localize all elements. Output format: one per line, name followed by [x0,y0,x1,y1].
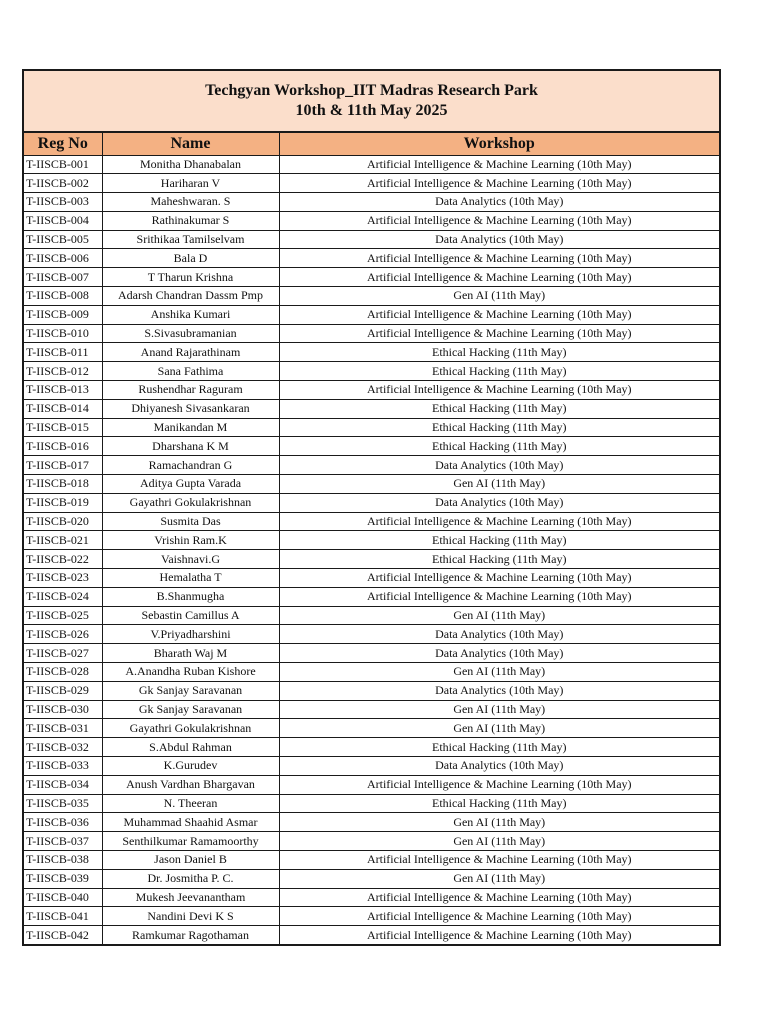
workshop-cell: Ethical Hacking (11th May) [279,343,719,362]
table-row [24,813,719,832]
table-row [24,663,719,682]
reg-no-cell: T-IISCB-033 [24,757,102,776]
name-cell: Gayathri Gokulakrishnan [102,493,279,512]
table-body [24,155,719,944]
document-dates: 10th & 11th May 2025 [295,102,448,119]
table-row [24,569,719,588]
table-row [24,174,719,193]
name-cell: Sana Fathima [102,362,279,381]
name-cell: Maheshwaran. S [102,193,279,212]
table-row [24,456,719,475]
workshop-cell: Artificial Intelligence & Machine Learning (10th May) [279,775,719,794]
name-cell: Bala D [102,249,279,268]
name-cell: Senthilkumar Ramamoorthy [102,832,279,851]
name-cell: S.Sivasubramanian [102,324,279,343]
reg-no-cell: T-IISCB-014 [24,399,102,418]
reg-no-cell: T-IISCB-019 [24,493,102,512]
reg-no-cell: T-IISCB-041 [24,907,102,926]
reg-no-cell: T-IISCB-029 [24,681,102,700]
table-row [24,531,719,550]
table-row [24,907,719,926]
name-cell: Ramkumar Ragothaman [102,926,279,945]
table-row [24,249,719,268]
reg-no-cell: T-IISCB-009 [24,305,102,324]
name-cell: Monitha Dhanabalan [102,155,279,174]
name-cell: Muhammad Shaahid Asmar [102,813,279,832]
reg-no-cell: T-IISCB-025 [24,606,102,625]
name-cell: Anshika Kumari [102,305,279,324]
workshop-cell: Data Analytics (10th May) [279,230,719,249]
workshop-cell: Data Analytics (10th May) [279,456,719,475]
name-cell: Manikandan M [102,418,279,437]
table-row [24,211,719,230]
workshop-cell: Artificial Intelligence & Machine Learning (10th May) [279,174,719,193]
reg-no-cell: T-IISCB-007 [24,268,102,287]
name-cell: T Tharun Krishna [102,268,279,287]
reg-no-cell: T-IISCB-012 [24,362,102,381]
table-row [24,512,719,531]
table-row [24,343,719,362]
workshop-cell: Gen AI (11th May) [279,700,719,719]
reg-no-cell: T-IISCB-026 [24,625,102,644]
workshop-cell: Artificial Intelligence & Machine Learning (10th May) [279,888,719,907]
table-row [24,193,719,212]
table-row [24,268,719,287]
reg-no-cell: T-IISCB-013 [24,381,102,400]
name-cell: B.Shanmugha [102,587,279,606]
table-row [24,926,719,945]
workshop-cell: Data Analytics (10th May) [279,493,719,512]
workshop-cell: Artificial Intelligence & Machine Learning (10th May) [279,512,719,531]
table-row [24,757,719,776]
workshop-cell: Ethical Hacking (11th May) [279,399,719,418]
table-row [24,775,719,794]
name-cell: Hariharan V [102,174,279,193]
reg-no-cell: T-IISCB-038 [24,850,102,869]
name-cell: Aditya Gupta Varada [102,475,279,494]
name-cell: Susmita Das [102,512,279,531]
workshop-cell: Gen AI (11th May) [279,606,719,625]
reg-no-cell: T-IISCB-011 [24,343,102,362]
reg-no-cell: T-IISCB-010 [24,324,102,343]
workshop-cell: Ethical Hacking (11th May) [279,418,719,437]
reg-no-cell: T-IISCB-039 [24,869,102,888]
workshop-cell: Artificial Intelligence & Machine Learning (10th May) [279,587,719,606]
name-cell: N. Theeran [102,794,279,813]
table-row [24,587,719,606]
reg-no-cell: T-IISCB-004 [24,211,102,230]
reg-no-cell: T-IISCB-020 [24,512,102,531]
workshop-cell: Artificial Intelligence & Machine Learning (10th May) [279,268,719,287]
table-row [24,850,719,869]
reg-no-cell: T-IISCB-032 [24,738,102,757]
workshop-cell: Artificial Intelligence & Machine Learning (10th May) [279,381,719,400]
workshop-cell: Ethical Hacking (11th May) [279,531,719,550]
table-row [24,381,719,400]
name-cell: Adarsh Chandran Dassm Pmp [102,287,279,306]
workshop-cell: Gen AI (11th May) [279,832,719,851]
workshop-cell: Data Analytics (10th May) [279,193,719,212]
name-cell: Dr. Josmitha P. C. [102,869,279,888]
table-row [24,832,719,851]
name-cell: Nandini Devi K S [102,907,279,926]
document-title: Techgyan Workshop_IIT Madras Research Park [205,82,538,99]
table-row [24,644,719,663]
name-cell: Ramachandran G [102,456,279,475]
table-row [24,305,719,324]
reg-no-cell: T-IISCB-018 [24,475,102,494]
workshop-cell: Artificial Intelligence & Machine Learning (10th May) [279,305,719,324]
table-row [24,230,719,249]
name-cell: Anand Rajarathinam [102,343,279,362]
workshop-cell: Artificial Intelligence & Machine Learning (10th May) [279,324,719,343]
workshop-cell: Gen AI (11th May) [279,287,719,306]
name-cell: K.Gurudev [102,757,279,776]
title-block [24,71,719,133]
workshop-cell: Gen AI (11th May) [279,475,719,494]
reg-no-cell: T-IISCB-002 [24,174,102,193]
registration-table [24,133,719,944]
reg-no-cell: T-IISCB-037 [24,832,102,851]
reg-no-cell: T-IISCB-036 [24,813,102,832]
table-header-row [24,133,719,155]
name-cell: Rushendhar Raguram [102,381,279,400]
table-row [24,155,719,174]
reg-no-cell: T-IISCB-022 [24,550,102,569]
table-row [24,287,719,306]
workshop-cell: Artificial Intelligence & Machine Learning (10th May) [279,249,719,268]
workshop-cell: Artificial Intelligence & Machine Learning (10th May) [279,569,719,588]
table-row [24,399,719,418]
name-cell: Jason Daniel B [102,850,279,869]
workshop-cell: Gen AI (11th May) [279,869,719,888]
name-cell: Dharshana K M [102,437,279,456]
name-cell: S.Abdul Rahman [102,738,279,757]
workshop-cell: Data Analytics (10th May) [279,681,719,700]
name-cell: Gayathri Gokulakrishnan [102,719,279,738]
table-row [24,700,719,719]
name-cell: A.Anandha Ruban Kishore [102,663,279,682]
reg-no-cell: T-IISCB-040 [24,888,102,907]
reg-no-cell: T-IISCB-028 [24,663,102,682]
workshop-cell: Ethical Hacking (11th May) [279,738,719,757]
table-row [24,475,719,494]
reg-no-cell: T-IISCB-017 [24,456,102,475]
reg-no-cell: T-IISCB-006 [24,249,102,268]
name-cell: Rathinakumar S [102,211,279,230]
reg-no-cell: T-IISCB-005 [24,230,102,249]
table-row [24,418,719,437]
workshop-cell: Artificial Intelligence & Machine Learning (10th May) [279,850,719,869]
registration-sheet [22,69,721,946]
table-row [24,437,719,456]
workshop-cell: Gen AI (11th May) [279,663,719,682]
name-cell: Gk Sanjay Saravanan [102,681,279,700]
workshop-cell: Data Analytics (10th May) [279,625,719,644]
reg-no-cell: T-IISCB-035 [24,794,102,813]
reg-no-cell: T-IISCB-030 [24,700,102,719]
table-row [24,606,719,625]
reg-no-cell: T-IISCB-027 [24,644,102,663]
reg-no-cell: T-IISCB-024 [24,587,102,606]
table-row [24,719,719,738]
header-reg-no: Reg No [24,133,102,155]
name-cell: Vrishin Ram.K [102,531,279,550]
reg-no-cell: T-IISCB-008 [24,287,102,306]
reg-no-cell: T-IISCB-023 [24,569,102,588]
reg-no-cell: T-IISCB-003 [24,193,102,212]
workshop-cell: Ethical Hacking (11th May) [279,550,719,569]
header-name: Name [102,133,279,155]
name-cell: Srithikaa Tamilselvam [102,230,279,249]
workshop-cell: Ethical Hacking (11th May) [279,437,719,456]
name-cell: Vaishnavi.G [102,550,279,569]
reg-no-cell: T-IISCB-016 [24,437,102,456]
workshop-cell: Ethical Hacking (11th May) [279,362,719,381]
name-cell: Bharath Waj M [102,644,279,663]
reg-no-cell: T-IISCB-015 [24,418,102,437]
name-cell: Hemalatha T [102,569,279,588]
table-row [24,625,719,644]
name-cell: Gk Sanjay Saravanan [102,700,279,719]
reg-no-cell: T-IISCB-034 [24,775,102,794]
workshop-cell: Data Analytics (10th May) [279,757,719,776]
workshop-cell: Gen AI (11th May) [279,719,719,738]
name-cell: Anush Vardhan Bhargavan [102,775,279,794]
workshop-cell: Data Analytics (10th May) [279,644,719,663]
table-row [24,794,719,813]
table-row [24,324,719,343]
table-row [24,681,719,700]
table-row [24,869,719,888]
workshop-cell: Ethical Hacking (11th May) [279,794,719,813]
workshop-cell: Gen AI (11th May) [279,813,719,832]
name-cell: V.Priyadharshini [102,625,279,644]
reg-no-cell: T-IISCB-042 [24,926,102,945]
workshop-cell: Artificial Intelligence & Machine Learning (10th May) [366,927,632,942]
table-row [24,493,719,512]
reg-no-cell: T-IISCB-031 [24,719,102,738]
workshop-cell: Artificial Intelligence & Machine Learning (10th May) [279,907,719,926]
name-cell: Dhiyanesh Sivasankaran [102,399,279,418]
table-row [24,738,719,757]
table-row [24,888,719,907]
reg-no-cell: T-IISCB-001 [24,155,102,174]
table-row [24,362,719,381]
header-workshop: Workshop [279,133,719,155]
name-cell: Mukesh Jeevanantham [102,888,279,907]
table-row [24,550,719,569]
workshop-cell: Artificial Intelligence & Machine Learning (10th May) [279,155,719,174]
name-cell: Sebastin Camillus A [102,606,279,625]
workshop-cell: Artificial Intelligence & Machine Learning (10th May) [279,211,719,230]
reg-no-cell: T-IISCB-021 [24,531,102,550]
